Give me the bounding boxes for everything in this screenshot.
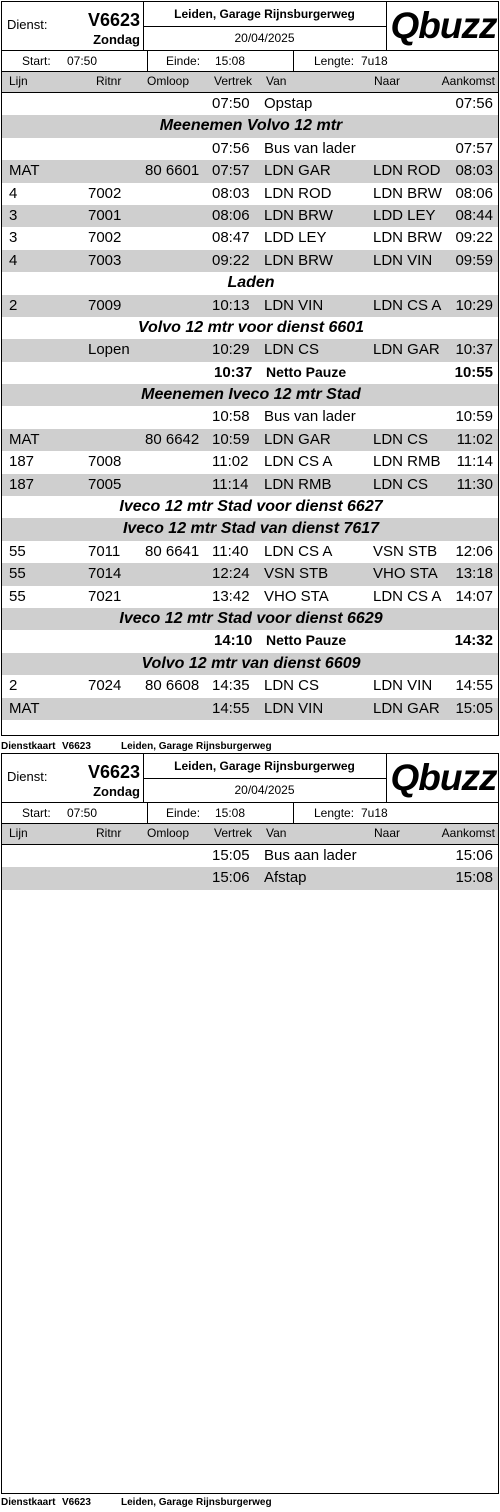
cell-naar: LDN ROD [373, 162, 441, 180]
cell-naar: LDN VIN [373, 677, 433, 695]
cell-lijn: 55 [9, 587, 26, 605]
col-lijn: Lijn [9, 74, 28, 88]
cell-aankomst: 14:07 [455, 587, 493, 605]
col-omloop: Omloop [147, 74, 190, 88]
dienst-label: Dienst: [7, 17, 48, 32]
start-cell [2, 51, 148, 71]
dienst-code: V6623 [87, 10, 140, 30]
einde-cell [148, 803, 294, 823]
schedule-rows [2, 93, 498, 720]
dienstkaart-page-2 [1, 753, 499, 1494]
cell-lijn: 3 [9, 229, 18, 247]
col-van: Van [266, 74, 287, 88]
page-header [2, 754, 498, 803]
einde-value: 15:08 [215, 806, 246, 820]
cell-vertrek: 08:47 [212, 229, 250, 247]
cell-van: LDD LEY [264, 229, 327, 247]
trip-row [2, 406, 498, 428]
cell-ritnr: 7008 [88, 453, 122, 471]
trip-row [2, 160, 498, 182]
cell-vertrek: 12:24 [212, 565, 250, 583]
trip-row [2, 93, 498, 115]
cell-aankomst: 08:03 [455, 162, 493, 180]
cell-naar: LDN CS A [373, 296, 442, 314]
cell-aankomst: 09:22 [455, 229, 493, 247]
cell-van: Bus aan lader [264, 847, 357, 864]
trip-row [2, 541, 498, 563]
section-row [2, 496, 498, 518]
cell-vertrek: 10:37 [214, 363, 253, 381]
cell-van: LDN CS A [264, 542, 333, 560]
cell-lijn: 2 [9, 677, 18, 695]
cell-vertrek: 11:14 [212, 475, 249, 493]
cell-aankomst: 15:05 [455, 699, 493, 717]
trip-row [2, 867, 498, 889]
cell-van: LDN RMB [264, 475, 332, 493]
footer-garage: Leiden, Garage Rijnsburgerweg [121, 741, 272, 752]
cell-vertrek: 09:22 [212, 251, 250, 269]
footer-garage: Leiden, Garage Rijnsburgerweg [121, 1497, 272, 1508]
cell-naar: LDN CS [373, 430, 429, 448]
cell-van: VHO STA [264, 587, 329, 605]
trip-row [2, 451, 498, 473]
cell-ritnr: 7021 [88, 587, 122, 605]
cell-van: LDN CS [264, 677, 320, 695]
cell-naar: LDN CS A [373, 587, 442, 605]
cell-naar: LDN RMB [373, 453, 441, 471]
section-row [2, 518, 498, 540]
cell-vertrek: 15:06 [212, 869, 250, 887]
trip-row [2, 586, 498, 608]
cell-aankomst: 14:32 [454, 632, 493, 650]
cell-naar: LDN BRW [373, 229, 442, 247]
pause-row [2, 630, 498, 652]
footer-code: V6623 [62, 1497, 91, 1508]
cell-omloop: 80 6608 [145, 677, 200, 695]
cell-aankomst: 15:06 [455, 847, 493, 864]
dienst-cell [2, 754, 144, 802]
cell-van: Bus van lader [264, 139, 356, 157]
col-naar: Naar [374, 74, 401, 88]
cell-aankomst: 10:59 [455, 408, 493, 426]
einde-value: 15:08 [215, 54, 246, 68]
cell-ritnr: Lopen [88, 341, 130, 359]
trip-row [2, 698, 498, 720]
section-title: Volvo 12 mtr voor dienst 6601 [137, 318, 365, 336]
cell-van: LDN ROD [264, 184, 332, 202]
section-row [2, 317, 498, 339]
schedule-rows [2, 845, 498, 890]
start-value: 07:50 [67, 54, 98, 68]
cell-naar: VSN STB [373, 542, 438, 560]
dienst-day: Zondag [93, 784, 140, 799]
cell-van: VSN STB [264, 565, 329, 583]
col-vertrek: Vertrek [214, 826, 253, 840]
trip-row [2, 138, 498, 160]
garage-name: Leiden, Garage Rijnsburgerweg [143, 2, 386, 27]
cell-omloop: 80 6642 [145, 430, 200, 448]
cell-lijn: MAT [9, 430, 40, 448]
cell-aankomst: 11:02 [456, 430, 493, 448]
einde-cell [148, 51, 294, 71]
lengte-cell [294, 803, 500, 823]
page-header [2, 2, 498, 51]
garage-cell [143, 754, 387, 802]
cell-van: LDN GAR [264, 430, 331, 448]
cell-vertrek: 07:56 [212, 139, 250, 157]
trip-row [2, 227, 498, 249]
cell-lijn: 3 [9, 206, 18, 224]
col-aankomst: Aankomst [441, 74, 495, 88]
section-row [2, 384, 498, 406]
start-label: Start: [22, 806, 51, 820]
cell-lijn: 4 [9, 251, 18, 269]
cell-lijn: 55 [9, 542, 26, 560]
cell-vertrek: 14:35 [212, 677, 250, 695]
einde-label: Einde: [166, 54, 201, 68]
qbuzz-logo: Qbuzz [390, 757, 497, 798]
dienst-label: Dienst: [7, 769, 48, 784]
section-title: Iveco 12 mtr Stad van dienst 7617 [122, 520, 380, 538]
start-cell [2, 803, 148, 823]
col-vertrek: Vertrek [214, 74, 253, 88]
section-title: Iveco 12 mtr Stad voor dienst 6629 [119, 609, 383, 627]
footer-label: Dienstkaart [1, 1497, 56, 1508]
col-ritnr: Ritnr [96, 74, 122, 88]
cell-vertrek: 14:55 [212, 699, 250, 717]
trip-row [2, 295, 498, 317]
trip-row [2, 563, 498, 585]
cell-naar: LDN VIN [373, 251, 433, 269]
footer-label: Dienstkaart [1, 741, 56, 752]
cell-vertrek: 10:13 [212, 296, 250, 314]
cell-omloop: 80 6641 [145, 542, 200, 560]
trip-row [2, 339, 498, 361]
cell-aankomst: 07:56 [455, 95, 493, 112]
cell-van: LDN CS A [264, 453, 333, 471]
cell-vertrek: 15:05 [212, 847, 250, 864]
dienstkaart-page-1 [1, 1, 499, 736]
cell-lijn: 55 [9, 565, 26, 583]
trip-row [2, 205, 498, 227]
cell-aankomst: 10:37 [455, 341, 493, 359]
cell-ritnr: 7003 [88, 251, 122, 269]
cell-ritnr: 7024 [88, 677, 122, 695]
cell-aankomst: 08:06 [455, 184, 493, 202]
section-title: Meenemen Volvo 12 mtr [159, 117, 343, 135]
cell-vertrek: 11:40 [212, 542, 249, 560]
section-title: Volvo 12 mtr van dienst 6609 [141, 654, 361, 672]
einde-label: Einde: [166, 806, 201, 820]
cell-naar: LDD LEY [373, 206, 436, 224]
cell-naar: LDN BRW [373, 184, 442, 202]
cell-aankomst: 15:08 [455, 869, 493, 887]
cell-naar: LDN CS [373, 475, 429, 493]
cell-van: LDN CS [264, 341, 320, 359]
cell-van: Opstap [264, 95, 313, 112]
trip-row [2, 250, 498, 272]
cell-vertrek: 11:02 [212, 453, 249, 471]
pause-row [2, 362, 498, 384]
cell-van: LDN VIN [264, 699, 324, 717]
info-bar [2, 803, 498, 824]
cell-aankomst: 08:44 [455, 206, 493, 224]
lengte-cell [294, 51, 500, 71]
footer-code: V6623 [62, 741, 91, 752]
dienst-code: V6623 [87, 762, 140, 782]
cell-ritnr: 7005 [88, 475, 122, 493]
cell-ritnr: 7002 [88, 229, 122, 247]
cell-naar: LDN GAR [373, 341, 440, 359]
cell-vertrek: 13:42 [212, 587, 250, 605]
cell-aankomst: 10:29 [455, 296, 493, 314]
cell-van: LDN VIN [264, 296, 324, 314]
cell-lijn: 187 [9, 475, 35, 493]
col-ritnr: Ritnr [96, 826, 122, 840]
cell-van: Bus van lader [264, 408, 356, 426]
cell-ritnr: 7002 [88, 184, 122, 202]
lengte-label: Lengte: [314, 806, 355, 820]
cell-aankomst: 10:55 [454, 363, 493, 381]
cell-van: LDN BRW [264, 251, 333, 269]
section-title: Laden [227, 274, 275, 292]
section-title: Meenemen Iveco 12 mtr Stad [141, 386, 361, 404]
cell-vertrek: 10:58 [212, 408, 250, 426]
trip-row [2, 474, 498, 496]
cell-lijn: MAT [9, 162, 40, 180]
trip-row [2, 845, 498, 867]
dienst-cell [2, 2, 144, 50]
service-date: 20/04/2025 [234, 31, 295, 45]
cell-ritnr: 7009 [88, 296, 122, 314]
col-van: Van [266, 826, 287, 840]
section-row [2, 653, 498, 675]
column-header [2, 72, 498, 93]
trip-row [2, 429, 498, 451]
service-date: 20/04/2025 [234, 783, 295, 797]
lengte-value: 7u18 [361, 806, 388, 820]
cell-aankomst: 13:18 [455, 565, 493, 583]
cell-aankomst: 09:59 [455, 251, 493, 269]
cell-vertrek: 08:03 [212, 184, 250, 202]
section-row [2, 115, 498, 137]
dienst-day: Zondag [93, 32, 140, 47]
start-label: Start: [22, 54, 51, 68]
column-header [2, 824, 498, 845]
col-lijn: Lijn [9, 826, 28, 840]
cell-van: LDN BRW [264, 206, 333, 224]
qbuzz-logo: Qbuzz [390, 5, 497, 46]
cell-vertrek: 07:50 [212, 95, 250, 112]
section-row [2, 272, 498, 294]
section-row [2, 608, 498, 630]
start-value: 07:50 [67, 806, 98, 820]
garage-cell [143, 2, 387, 50]
cell-lijn: 187 [9, 453, 35, 471]
lengte-value: 7u18 [361, 54, 388, 68]
cell-van: Netto Pauze [266, 363, 347, 380]
cell-ritnr: 7001 [88, 206, 122, 224]
info-bar [2, 51, 498, 72]
cell-aankomst: 07:57 [455, 139, 493, 157]
cell-aankomst: 12:06 [455, 542, 493, 560]
col-aankomst: Aankomst [441, 826, 495, 840]
cell-vertrek: 14:10 [214, 632, 253, 650]
col-naar: Naar [374, 826, 401, 840]
cell-lijn: 2 [9, 296, 18, 314]
cell-naar: VHO STA [373, 565, 438, 583]
cell-vertrek: 08:06 [212, 206, 250, 224]
trip-row [2, 675, 498, 697]
cell-van: Netto Pauze [266, 632, 347, 649]
cell-omloop: 80 6601 [145, 162, 200, 180]
cell-vertrek: 10:29 [212, 341, 250, 359]
lengte-label: Lengte: [314, 54, 355, 68]
section-title: Iveco 12 mtr Stad voor dienst 6627 [119, 498, 383, 516]
cell-van: LDN GAR [264, 162, 331, 180]
cell-vertrek: 10:59 [212, 430, 250, 448]
cell-van: Afstap [264, 869, 307, 887]
cell-ritnr: 7014 [88, 565, 122, 583]
col-omloop: Omloop [147, 826, 190, 840]
cell-aankomst: 11:30 [456, 475, 493, 493]
cell-aankomst: 11:14 [456, 453, 493, 471]
garage-name: Leiden, Garage Rijnsburgerweg [143, 754, 386, 779]
cell-ritnr: 7011 [88, 542, 121, 560]
cell-lijn: 4 [9, 184, 18, 202]
trip-row [2, 183, 498, 205]
cell-naar: LDN GAR [373, 699, 440, 717]
cell-lijn: MAT [9, 699, 40, 717]
cell-aankomst: 14:55 [455, 677, 493, 695]
cell-vertrek: 07:57 [212, 162, 250, 180]
